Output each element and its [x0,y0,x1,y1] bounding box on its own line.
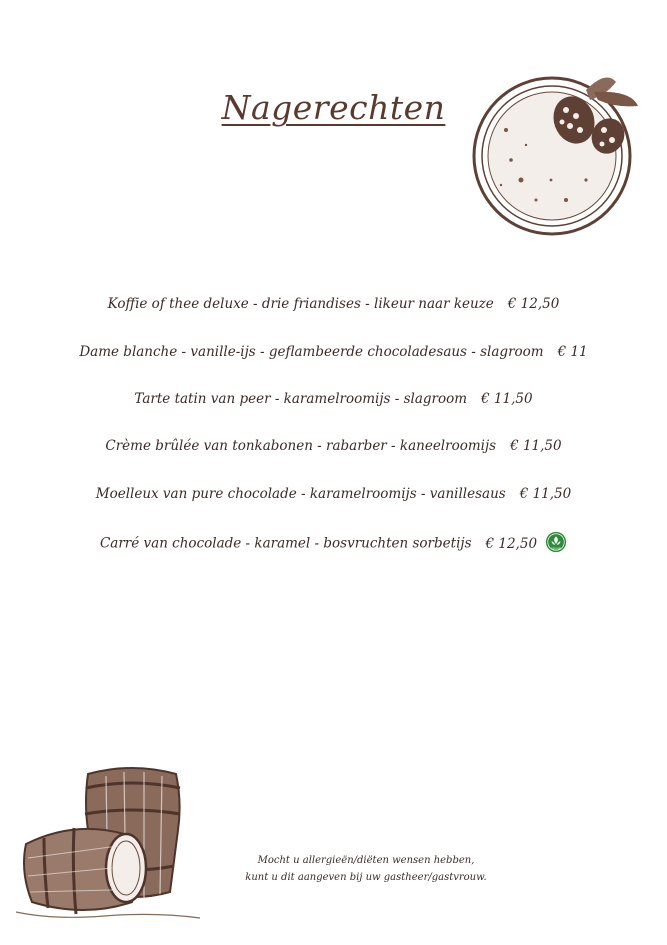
menu-item-description: Crème brûlée van tonkabonen - rabarber - kaneelroomijs [105,438,497,454]
menu-item-price: € 11 [557,344,588,360]
page-title: Nagerechten [221,88,446,127]
menu-item-description: Carré van chocolade - karamel - bosvruchten sorbetijs [99,535,472,552]
menu-item-price: € 11,50 [481,391,533,407]
menu-item-price: € 12,50 [507,296,560,312]
menu-item [0,296,667,312]
menu-item [0,391,667,407]
allergy-note [196,852,536,886]
menu-item-description: Koffie of thee deluxe - drie friandises - likeur naar keuze [107,296,494,312]
vegan-icon [545,531,567,553]
menu-item-description: Tarte tatin van peer - karamelroomijs - slagroom [134,391,468,407]
menu-item [0,344,667,360]
allergy-note-line-1: Mocht u allergieën/diëten wensen hebben, [257,855,475,866]
menu-item [0,438,667,454]
menu-item-price: € 12,50 [485,535,538,552]
menu-item [0,486,667,502]
menu-item-price: € 11,50 [510,438,562,454]
vegan-badge-text: VEGAN [551,546,561,551]
menu-item-price: € 11,50 [519,486,572,502]
wine-barrels-illustration [14,762,204,924]
menu-item-description: Dame blanche - vanille-ijs - geflambeerde chocoladesaus - slagroom [79,344,544,360]
menu-item [0,533,667,555]
menu-item-description: Moelleux van pure chocolade - karamelroomijs - vanillesaus [95,486,506,502]
dessert-bowl-illustration [466,60,646,240]
allergy-note-line-2: kunt u dit aangeven bij uw gastheer/gastvrouw. [245,872,487,883]
